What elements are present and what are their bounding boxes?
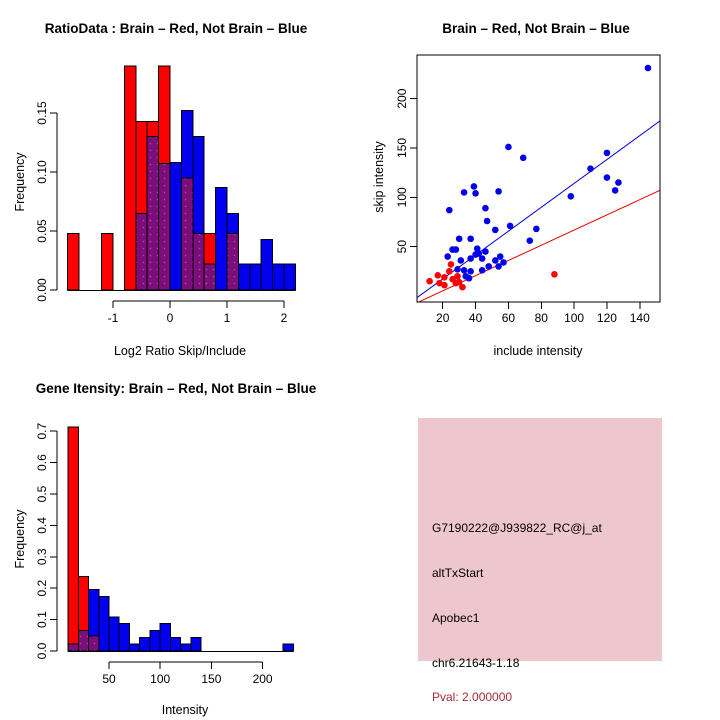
data-point: [472, 190, 479, 197]
tick-label: 50: [102, 672, 116, 686]
probe-id-text: G7190222@J939822_RC@j_at: [432, 521, 602, 535]
data-point: [587, 165, 594, 172]
tick-label: 50: [395, 239, 410, 254]
histogram-bar: [109, 617, 119, 651]
tick-label: 200: [395, 88, 410, 109]
histogram-bar: [140, 637, 150, 651]
scatter-canvas: [360, 0, 720, 360]
x-axis-label: include intensity: [493, 344, 583, 358]
histogram-bar: [124, 66, 135, 290]
data-point: [520, 155, 527, 162]
tick-label: 0.7: [35, 422, 50, 440]
x-axis: [436, 302, 650, 325]
tick-label: 0: [166, 311, 174, 325]
tick-label: 0.1: [35, 611, 50, 628]
data-point: [441, 274, 448, 281]
tick-label: 0.4: [35, 517, 50, 534]
brain-fit-line: [410, 184, 673, 306]
data-point: [526, 237, 533, 244]
histogram-bar: [170, 163, 181, 290]
chart-title: RatioData : Brain – Red, Not Brain – Blue: [44, 21, 308, 36]
histogram-overlap-bar: [136, 213, 147, 290]
tick-label: 0.10: [35, 160, 50, 184]
panel-gene-histogram: [0, 360, 360, 720]
tick-label: 0.3: [35, 548, 50, 566]
info-box: [418, 418, 662, 704]
histogram-bar: [99, 596, 109, 651]
data-point: [467, 255, 474, 262]
data-point: [459, 284, 466, 291]
data-point: [495, 263, 502, 270]
histogram-bars: [67, 66, 295, 290]
data-point: [568, 193, 575, 200]
data-point: [505, 144, 512, 151]
data-point: [645, 65, 652, 72]
data-point: [458, 257, 465, 264]
y-axis-label: Frequency: [13, 509, 27, 569]
histogram-bar: [238, 264, 249, 290]
histogram-bar: [273, 264, 284, 290]
tick-label: 120: [596, 311, 617, 325]
pval-text: Pval: 2.000000: [432, 690, 513, 704]
x-axis-label: Log2 Ratio Skip/Include: [113, 344, 247, 358]
tick-label: 0.00: [35, 278, 50, 302]
tick-label: 0.05: [35, 219, 50, 243]
data-point: [495, 188, 502, 195]
data-point: [492, 257, 499, 264]
tick-label: 2: [280, 311, 288, 325]
x-axis: [108, 301, 288, 325]
data-point: [461, 267, 468, 274]
data-point: [551, 271, 558, 278]
x-axis: [102, 662, 273, 686]
ratio-histogram-canvas: [0, 0, 360, 360]
tick-label: -1: [107, 311, 119, 325]
data-point: [426, 278, 433, 285]
data-point: [479, 267, 486, 274]
histogram-bar: [283, 644, 293, 651]
data-point: [454, 273, 461, 280]
tick-label: 0.15: [35, 101, 50, 125]
data-point: [482, 205, 489, 212]
data-point: [444, 253, 451, 260]
y-axis: [395, 88, 417, 253]
panel-info: [360, 360, 720, 720]
tick-label: 150: [395, 137, 410, 158]
data-point: [612, 187, 619, 194]
data-point: [446, 268, 453, 275]
chart-title: Gene Itensity: Brain – Red, Not Brain – Blue: [35, 381, 317, 396]
histogram-bar: [102, 233, 113, 290]
histogram-overlap-bar: [204, 264, 215, 290]
data-point: [485, 263, 492, 270]
histogram-bar: [67, 233, 78, 290]
tick-label: 0.5: [35, 485, 50, 503]
chart-title: Brain – Red, Not Brain – Blue: [442, 21, 630, 36]
y-axis-label: skip intensity: [372, 141, 386, 213]
histogram-bar: [160, 624, 170, 651]
x-axis-label: Intensity: [161, 703, 209, 717]
tick-label: 0.6: [35, 454, 50, 471]
data-point: [448, 261, 455, 268]
histogram-bar: [181, 644, 191, 651]
histogram-bars: [68, 427, 293, 651]
tick-label: 200: [252, 672, 273, 686]
tick-label: 150: [201, 672, 222, 686]
data-point: [533, 226, 540, 233]
tick-label: 1: [223, 311, 231, 325]
tick-label: 100: [564, 311, 585, 325]
data-point: [484, 218, 491, 225]
data-point: [482, 248, 489, 255]
tick-label: 20: [436, 311, 450, 325]
histogram-overlap-bar: [147, 137, 158, 290]
data-point: [615, 179, 622, 186]
histogram-bar: [68, 427, 78, 651]
histogram-bar: [261, 239, 272, 290]
data-point: [507, 223, 514, 230]
gene-histogram-canvas: [0, 360, 360, 720]
event-type-text: altTxStart: [432, 566, 484, 580]
data-point: [466, 275, 473, 282]
histogram-bar: [150, 631, 160, 651]
locus-text: chr6.21643-1.18: [432, 656, 520, 670]
data-point: [453, 246, 460, 253]
data-point: [604, 150, 611, 157]
histogram-bar: [170, 637, 180, 651]
histogram-bar: [119, 624, 129, 651]
data-point: [479, 255, 486, 262]
data-point: [461, 189, 468, 196]
histogram-bar: [250, 264, 261, 290]
data-point: [454, 266, 461, 273]
panel-intensity-scatter: [360, 0, 720, 360]
tick-label: 140: [629, 311, 650, 325]
tick-label: 80: [534, 311, 548, 325]
data-point: [456, 235, 463, 242]
histogram-bar: [129, 644, 139, 651]
data-point: [604, 174, 611, 181]
histogram-overlap-bar: [89, 636, 99, 651]
points-not-brain: [444, 65, 651, 282]
histogram-overlap-bar: [227, 233, 238, 290]
tick-label: 60: [501, 311, 516, 325]
histogram-overlap-bar: [193, 233, 204, 290]
data-point: [435, 272, 442, 279]
y-axis-label: Frequency: [13, 152, 27, 212]
tick-label: 40: [468, 311, 483, 325]
histogram-overlap-bar: [159, 164, 170, 290]
tick-label: 100: [395, 187, 410, 208]
data-point: [471, 183, 478, 190]
y-axis: [35, 101, 57, 302]
y-axis: [35, 423, 57, 660]
data-point: [492, 227, 499, 234]
data-point: [467, 235, 474, 242]
data-point: [441, 282, 448, 289]
histogram-bar: [216, 187, 227, 290]
histogram-overlap-bar: [181, 178, 192, 290]
gene-name-text: Apobec1: [432, 611, 480, 625]
data-point: [446, 207, 453, 214]
tick-label: 0.0: [35, 642, 50, 660]
histogram-overlap-bar: [68, 644, 78, 651]
tick-label: 0.2: [35, 579, 50, 597]
data-point: [467, 268, 474, 275]
histogram-overlap-bar: [78, 631, 88, 651]
panel-ratio-histogram: [0, 0, 360, 360]
points-brain: [426, 261, 557, 290]
histogram-bar: [191, 637, 201, 651]
tick-label: 100: [150, 672, 171, 686]
histogram-bar: [284, 264, 295, 290]
